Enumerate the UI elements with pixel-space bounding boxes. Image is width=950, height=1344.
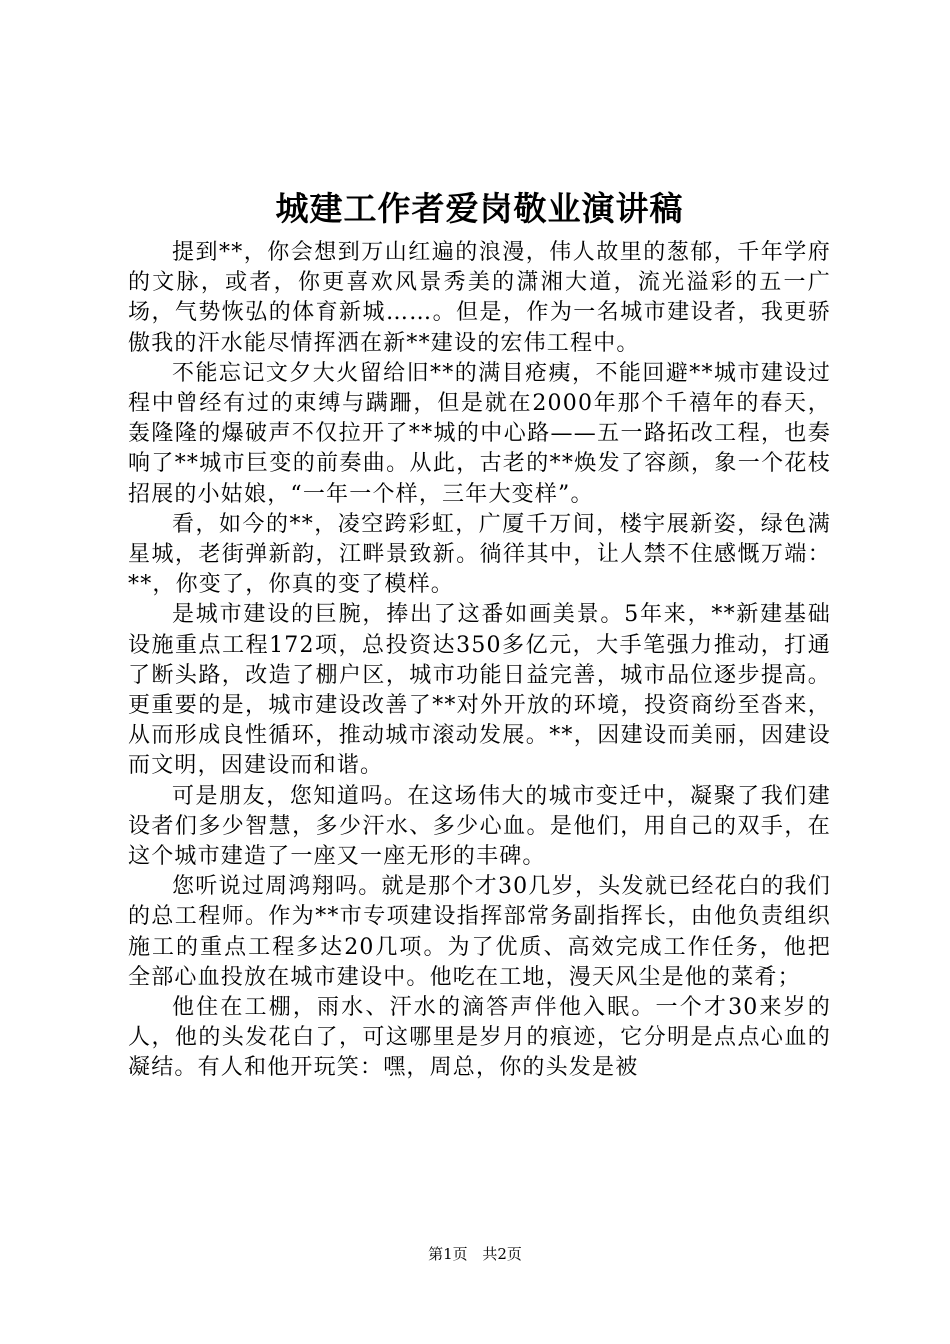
page-number: 第1页 [428, 1245, 468, 1263]
document-body [128, 184, 831, 1084]
paragraph-6: 您听说过周鸿翔吗。就是那个才30几岁，头发就已经花白的我们的总工程师。作为**市专项建设指挥部常务副指挥长，由他负责组织施工的重点工程多达20几项。为了优质、高效完成工作任务，他把全部心血投放在城市建设中。他吃在工地，漫天风尘是他的菜肴； [128, 874, 831, 990]
paragraph-7: 他住在工棚，雨水、汗水的滴答声伴他入眠。一个才30来岁的人，他的头发花白了，可这哪里是岁月的痕迹，它分明是点点心血的凝结。有人和他开玩笑：嘿，周总，你的头发是被 [128, 995, 831, 1081]
paragraph-4: 是城市建设的巨腕，捧出了这番如画美景。5年来，**新建基础设施重点工程172项，总投资达350多亿元，大手笔强力推动，打通了断头路，改造了棚户区，城市功能日益完善，城市品位逐步提高。更重要的是，城市建设改善了**对外开放的环境，投资商纷至沓来，从而形成良性循环，推动城市滚动发展。**，因建设而美丽，因建设而文明，因建设而和谐。 [128, 602, 831, 779]
paragraph-3: 看，如今的**，凌空跨彩虹，广厦千万间，楼宇展新姿，绿色满星城，老街弹新韵，江畔景致新。徜徉其中，让人禁不住感慨万端：**，你变了，你真的变了模样。 [128, 511, 831, 598]
document-title: 城建工作者爱岗敬业演讲稿 [275, 189, 684, 228]
paragraph-2: 不能忘记文夕大火留给旧**的满目疮痍，不能回避**城市建设过程中曾经有过的束缚与蹒跚，但是就在2000年那个千禧年的春天，轰隆隆的爆破声不仅拉开了**城的中心路——五一路拓改工程，也奏响了**城市巨变的前奏曲。从此，古老的**焕发了容颜，象一个花枝招展的小姑娘，“一年一个样，三年大变样”。 [128, 360, 831, 507]
page-total: 共2页 [482, 1245, 522, 1263]
page-footer [0, 1244, 950, 1264]
paragraph-1: 提到**，你会想到万山红遍的浪漫，伟人故里的葱郁，千年学府的文脉，或者，你更喜欢风景秀美的潇湘大道，流光溢彩的五一广场，气势恢弘的体育新城……。但是，作为一名城市建设者，我更骄傲我的汗水能尽情挥洒在新**建设的宏伟工程中。 [128, 240, 831, 356]
paragraph-5: 可是朋友，您知道吗。在这场伟大的城市变迁中，凝聚了我们建设者们多少智慧，多少汗水、多少心血。是他们，用自己的双手，在这个城市建造了一座又一座无形的丰碑。 [128, 783, 831, 870]
